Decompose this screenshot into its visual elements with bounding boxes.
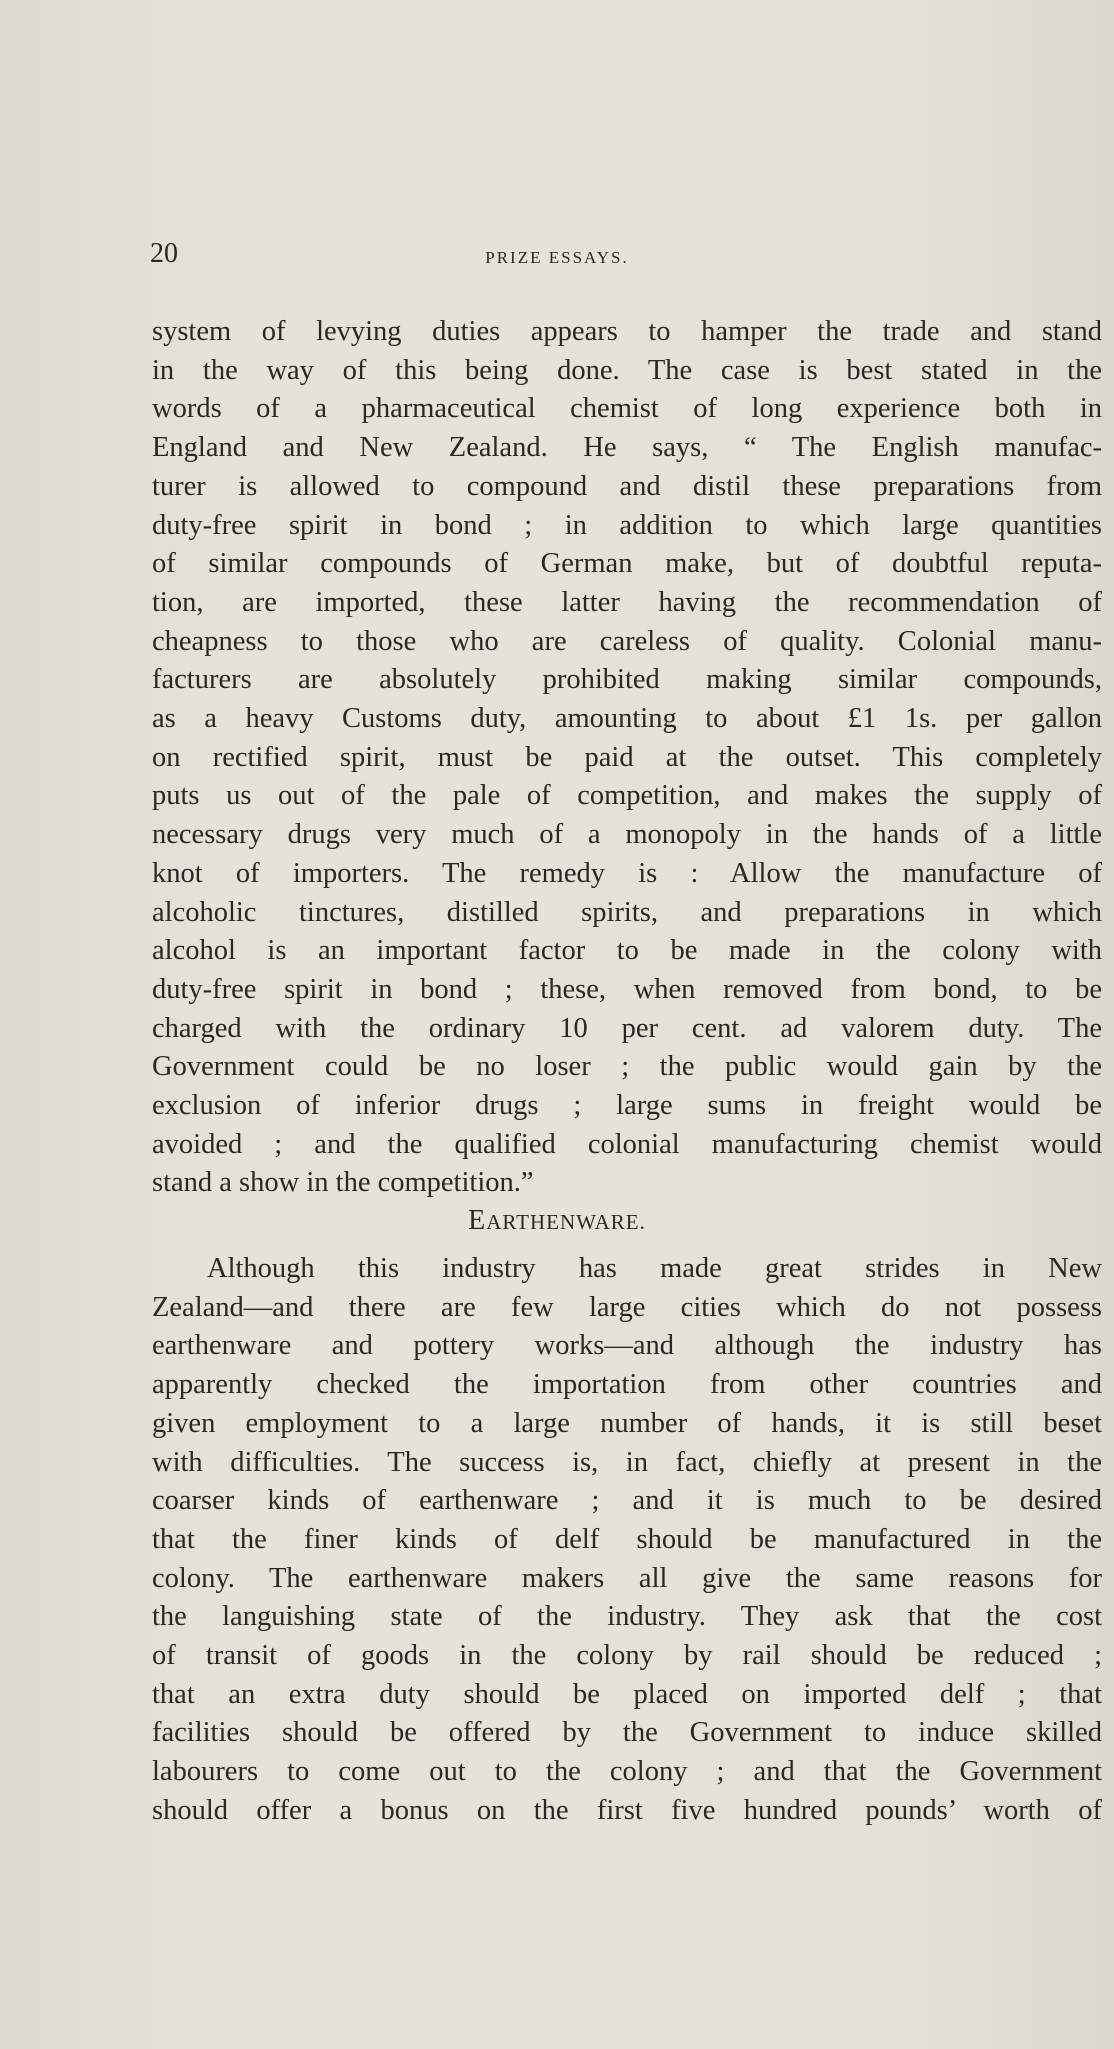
text-line: alcohol is an important factor to be made in the colony with: [152, 935, 1102, 967]
text-line: colony. The earthenware makers all give the same reasons for: [152, 1562, 1102, 1594]
text-line: words of a pharmaceutical chemist of long experience both in: [152, 393, 1102, 425]
text-line: the languishing state of the industry. They ask that the cost: [152, 1601, 1102, 1633]
paragraph-earthenware: [152, 1250, 1102, 1831]
text-line: given employment to a large number of hands, it is still beset: [152, 1407, 1102, 1439]
text-line: system of levying duties appears to hamper the trade and stand: [152, 316, 1102, 347]
text-line: of transit of goods in the colony by rail should be reduced ;: [152, 1640, 1102, 1672]
text-line: Government could be no loser ; the public would gain by the: [152, 1051, 1102, 1083]
paragraph-pharmaceutical: [152, 313, 1102, 1203]
text-line: necessary drugs very much of a monopoly in the hands of a little: [152, 819, 1102, 851]
text-line: with difficulties. The success is, in fact, chiefly at present in the: [152, 1446, 1102, 1478]
text-line: charged with the ordinary 10 per cent. ad valorem duty. The: [152, 1012, 1102, 1044]
text-line: turer is allowed to compound and distil these preparations from: [152, 470, 1102, 502]
heading-initial: E: [468, 1205, 487, 1236]
page-number: 20: [150, 238, 178, 269]
text-line: alcoholic tinctures, distilled spirits, and preparations in which: [152, 896, 1102, 928]
text-line: duty-free spirit in bond ; in addition to which large quantities: [152, 509, 1102, 541]
text-line: on rectified spirit, must be paid at the outset. This completely: [152, 741, 1102, 773]
text-line: cheapness to those who are careless of quality. Colonial manu-: [152, 625, 1102, 657]
text-line: as a heavy Customs duty, amounting to about £1 1s. per gallon: [152, 703, 1102, 735]
text-line: duty-free spirit in bond ; these, when removed from bond, to be: [152, 973, 1102, 1005]
text-line: puts us out of the pale of competition, and makes the supply of: [152, 780, 1102, 812]
text-line: of similar compounds of German make, but of doubtful reputa-: [152, 548, 1102, 580]
text-line: coarser kinds of earthenware ; and it is much to be desired: [152, 1485, 1102, 1517]
text-line: England and New Zealand. He says, “ The English manufac-: [152, 432, 1102, 464]
text-line: tion, are imported, these latter having the recommendation of: [152, 586, 1102, 618]
text-line: should offer a bonus on the first five hundred pounds’ worth of: [152, 1794, 1102, 1826]
text-line: stand a show in the competition.”: [152, 1167, 534, 1199]
text-line: avoided ; and the qualified colonial manufacturing chemist would: [152, 1128, 1102, 1160]
text-line: Zealand—and there are few large cities which do not possess: [152, 1291, 1102, 1323]
heading-rest: ARTHENWARE.: [486, 1210, 646, 1234]
text-line: exclusion of inferior drugs ; large sums in freight would be: [152, 1090, 1102, 1122]
text-line: Although this industry has made great strides in New: [207, 1253, 1102, 1284]
text-line: labourers to come out to the colony ; and that the Government: [152, 1756, 1102, 1788]
text-line: apparently checked the importation from other countries and: [152, 1369, 1102, 1401]
text-line: in the way of this being done. The case is best stated in the: [152, 354, 1102, 386]
section-heading-earthenware: [0, 1205, 1114, 1237]
text-line: facturers are absolutely prohibited making similar compounds,: [152, 664, 1102, 696]
text-line: that the finer kinds of delf should be manufactured in the: [152, 1523, 1102, 1555]
text-line: knot of importers. The remedy is : Allow the manufacture of: [152, 857, 1102, 889]
text-line: facilities should be offered by the Government to induce skilled: [152, 1717, 1102, 1749]
text-line: that an extra duty should be placed on imported delf ; that: [152, 1678, 1102, 1710]
running-head: PRIZE ESSAYS.: [485, 248, 629, 267]
text-line: earthenware and pottery works—and although the industry has: [152, 1330, 1102, 1362]
